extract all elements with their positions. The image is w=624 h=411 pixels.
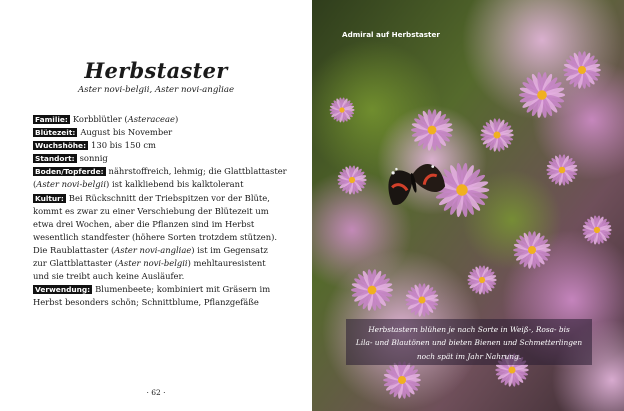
verwendung-line: Herbst besonders schön; Schnittblume, Pflanzgefäße — [33, 297, 259, 308]
kultur-line: und sie treibt auch keine Ausläufer. — [33, 271, 185, 282]
entry-boden: Boden/Topferde: nährstoffreich, lehmig; die Glattblattaster — [35, 166, 287, 177]
label-standort: Standort: — [35, 154, 75, 164]
label-boden: Boden/Topferde: — [35, 167, 104, 177]
photo-caption — [346, 323, 592, 363]
page-number: · 62 · — [146, 388, 166, 397]
kultur-line: etwa drei Wochen, aber die Pflanzen sind im Herbst — [33, 218, 255, 229]
caption-line: noch spät im Jahr Nahrung. — [416, 351, 522, 361]
kultur-line: zur Glattblattaster (Aster novi-belgii) mehltauresistent — [33, 258, 266, 269]
label-kultur: Kultur: — [35, 193, 64, 203]
kultur-line: wesentlich standfester (höhere Sorten trotzdem stützen). — [33, 231, 278, 242]
entry-standort: Standort: sonnig — [35, 153, 108, 164]
label-familie: Familie: — [35, 115, 68, 124]
plant-profile — [33, 113, 287, 309]
botanical-name: Aster novi-belgii, Aster novi-angliae — [77, 85, 235, 95]
caption-line: Lila- und Blautönen und bieten Bienen und Schmetterlingen — [355, 338, 583, 348]
entry-boden-cont: (Aster novi-belgii) ist kalkliebend bis kalktolerant — [33, 179, 244, 190]
label-wuchshoehe: Wuchshöhe: — [35, 141, 87, 151]
kultur-line: Die Raublattaster (Aster novi-angliae) ist im Gegensatz — [33, 244, 268, 255]
entry-familie: Familie: Korbblütler (Asteraceae) — [35, 114, 179, 124]
page-title: Herbstaster — [84, 58, 228, 83]
photo-label: Admiral auf Herbstaster — [342, 30, 440, 39]
entry-wuchshoehe: Wuchshöhe: 130 bis 150 cm — [35, 140, 156, 151]
label-bluetezeit: Blütezeit: — [35, 128, 76, 138]
entry-bluetezeit: Blütezeit: August bis November — [35, 127, 173, 138]
kultur-line: kommt es zwar zu einer Verschiebung der Blütezeit um — [33, 205, 269, 216]
entry-verwendung: Verwendung: Blumenbeete; kombiniert mit Gräsern im — [35, 284, 271, 295]
entry-kultur: Kultur: Bei Rückschnitt der Triebspitzen vor der Blüte, — [35, 192, 270, 203]
label-verwendung: Verwendung: — [35, 285, 91, 295]
caption-line: Herbstastern blühen je nach Sorte in Weiß-, Rosa- bis — [368, 325, 570, 334]
